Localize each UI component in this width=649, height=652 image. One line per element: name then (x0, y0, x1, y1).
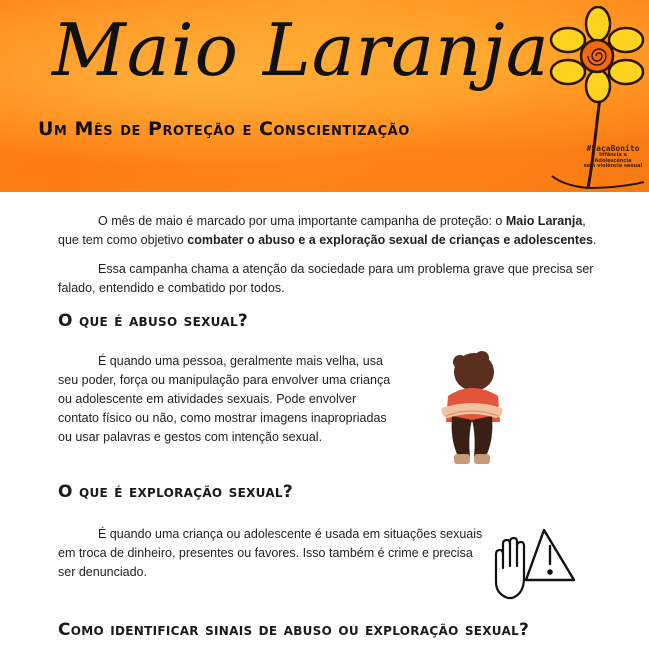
tag-line-2: sem violência sexual (583, 162, 643, 169)
sad-child-illustration (432, 350, 512, 470)
section-heading-signs: Como identificar sinais de abuso ou exploração sexual? (58, 620, 530, 640)
intro-text-c: , que tem como objetivo (58, 214, 586, 247)
tag-line-1: Infância e Adolescência (594, 152, 632, 164)
warning-triangle-icon (526, 530, 574, 580)
header-banner (0, 0, 649, 192)
stop-hand-icon (496, 538, 524, 598)
page-subtitle: Um Mês de Proteção e Conscientização (38, 118, 410, 140)
section-heading-abuse: O que é abuso sexual? (58, 311, 249, 331)
intro-paragraph-2: Essa campanha chama a atenção da sociedade para um problema grave que precisa ser falado, entendido e combatido por todos. (58, 262, 594, 295)
intro-paragraph-1 (58, 212, 598, 250)
intro-text-e: . (593, 233, 597, 247)
intro-text-a: O mês de maio é marcado por uma importante campanha de proteção: o (98, 214, 506, 228)
stop-hand-warning-icon (488, 524, 578, 604)
page-title: Maio Laranja (52, 8, 550, 92)
section-heading-exploitation: O que é exploração sexual? (58, 482, 294, 502)
campaign-goal: combater o abuso e a exploração sexual de crianças e adolescentes (187, 233, 593, 247)
hashtag-label: #FaçaBonito (586, 144, 640, 153)
section-text-exploitation: É quando uma criança ou adolescente é usada em situações sexuais em troca de dinheiro, presentes ou favores. Isso também é crime e precisa ser denunciado. (58, 527, 483, 579)
campaign-tag (580, 145, 646, 169)
section-text-abuse: É quando uma pessoa, geralmente mais velha, usa seu poder, força ou manipulação para envolver uma criança ou adolescente em atividades sexuais. Pode envolver contato físico ou não, como mostrar imagens inapropriadas ou usar palavras e gestos com intenção sexual. (58, 354, 391, 444)
campaign-name: Maio Laranja (505, 214, 583, 228)
